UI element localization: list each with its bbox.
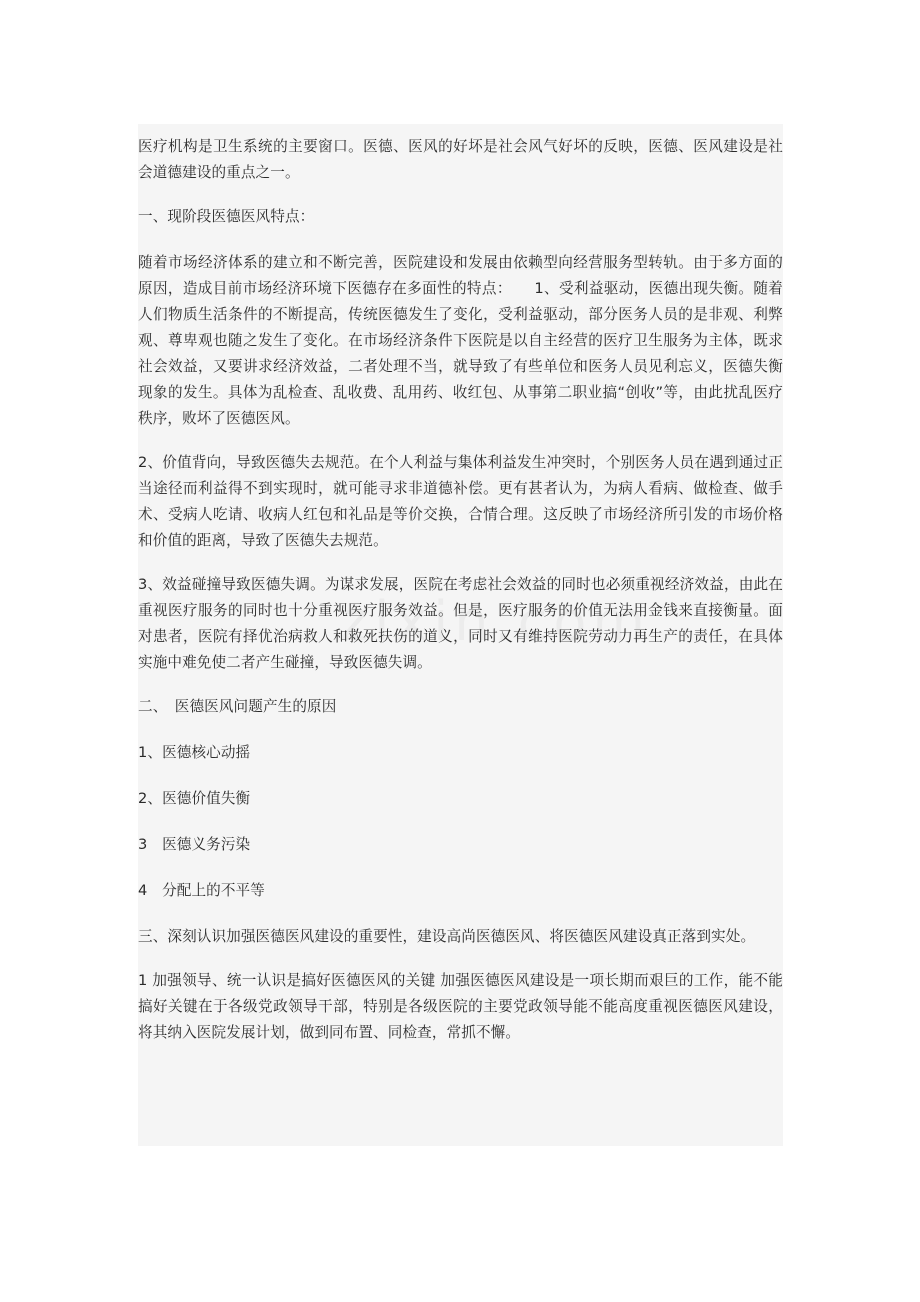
list-item-2: 2、医德价值失衡 — [138, 790, 251, 807]
intro-paragraph: 医疗机构是卫生系统的主要窗口。医德、医风的好坏是社会风气好坏的反映，医德、医风建设是社会道德建设的重点之一。 — [138, 138, 783, 181]
body-paragraph-3: 3、效益碰撞导致医德失调。为谋求发展，医院在考虑社会效益的同时也必须重视经济效益，由此在重视医疗服务的同时也十分重视医疗服务效益。但是，医疗服务的价值无法用金钱来直接衡量。面对患者，医院有择优治病救人和救死扶伤的道义，同时又有维持医院劳动力再生产的责任，在具体实施中难免使二者产生碰撞，导致医德失调。 — [138, 576, 783, 671]
section-heading-2: 二、 医德医风问题产生的原因 — [138, 698, 337, 715]
list-item-1: 1、医德核心动摇 — [138, 744, 251, 761]
list-item-3: 3 医德义务污染 — [138, 836, 251, 853]
body-paragraph-4: 1 加强领导、统一认识是搞好医德医风的关键 加强医德医风建设是一项长期而艰巨的工作，能不能搞好关键在于各级党政领导干部，特别是各级医院的主要党政领导能不能高度重视医德医风建设，将其纳入医院发展计划，做到同布置、同检查，常抓不懈。 — [138, 972, 783, 1041]
body-paragraph-1: 随着市场经济体系的建立和不断完善，医院建设和发展由依赖型向经营服务型转轨。由于多方面的原因，造成目前市场经济环境下医德存在多面性的特点： 1、受利益驱动，医德出现失衡。随着人们物质生活条件的不断提高，传统医德发生了变化，受利益驱动，部分医务人员的是非观、利弊观、尊卑观也随之发生了变化。在市场经济条件下医院是以自主经营的医疗卫生服务为主体，既求社会效益，又要讲求经济效益，二者处理不当，就导致了有些单位和医务人员见利忘义，医德失衡现象的发生。具体为乱检查、乱收费、乱用药、收红包、从事第二职业搞“创收”等，由此扰乱医疗秩序，败坏了医德医风。 — [138, 254, 783, 427]
list-item-4: 4 分配上的不平等 — [138, 882, 265, 899]
section-heading-3: 三、深刻认识加强医德医风建设的重要性，建设高尚医德医风、将医德医风建设真正落到实处。 — [138, 928, 756, 945]
section-heading-1: 一、现阶段医德医风特点： — [138, 208, 315, 225]
body-paragraph-2: 2、价值背向，导致医德失去规范。在个人利益与集体利益发生冲突时，个别医务人员在遇到通过正当途径而利益得不到实现时，就可能寻求非道德补偿。更有甚者认为，为病人看病、做检查、做手术、受病人吃请、收病人红包和礼品是等价交换，合情合理。这反映了市场经济所引发的市场价格和价值的距离，导致了医德失去规范。 — [138, 454, 783, 549]
document-body — [138, 124, 783, 1146]
